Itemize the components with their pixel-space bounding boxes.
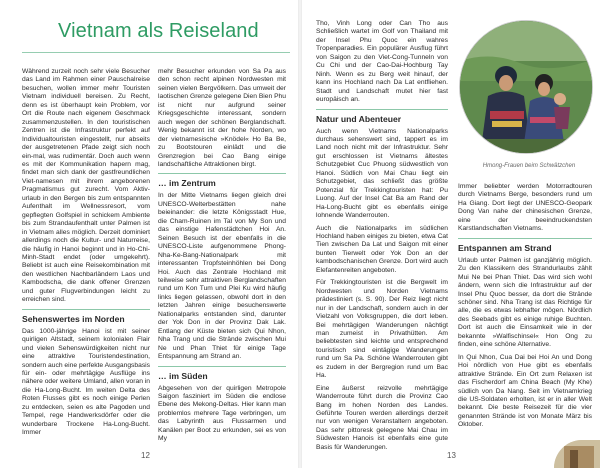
page-number: 12 [141,451,150,460]
intro-paragraph: Während zurzeit noch sehr viele Besucher das Land im Rahmen einer Pauschalreise besuchen, wollen immer mehr Touristen Vietnam individuell bereisen. Zu Recht, denn es ist überhaupt kein Problem, vor Ort die Route nach eigenem Geschmack zusammenzustellen. In den touristischen Zentren ist die Infrastruktur perfekt auf Individualtouristen eingestellt, nur abseits der ausgetretenen Pfade zeigt sich noch ein-mal, was rudimentär. Doch auch wenn es mit der Kommunikation hapern mag, findet man sich dank der gastfreundlichen Viet-namesen mit ihrem angeborenen Pragmatismus gut zurecht. Vom Aktiv-urlaub in den Bergen bis zum entspannten Aufenthalt im Wellnessresort, vom gepflegten Golfspiel in schickem Ambiente bis zum Strandaufenthalt unter Palmen ist in Vietnam alles möglich. Derzeit dominiert allerdings noch die Kultur- und Naturreise, die häufig in Hanoi beginnt und in Ho-Chi-Minh-Stadt endet (oder umgekehrt). Beliebt ist auch eine Reisekombination mit den westlichen Nachbarländern Laos und Kambodscha, die dank offener Grenzen und guter Flugverbindungen leicht zu erreichen sind. [22,68,150,304]
south-continued-paragraph: Tho, Vinh Long oder Can Tho aus Schließlich wartet im Golf von Thailand mit der Insel Phu Quoc ein wahres Tropenparadies. Ein populärer Ausflug führt von Saigon zu den Viet-Cong-Tunneln von Cu Chi und der Cao-Dai-Hochburg Tay Ninh. Wenn es zu Berg weit hinauf, der kann ins Hochland nach Da Lat entfliehen. Stadt und Landschaft mutet hier fast europäisch an. [316,20,448,104]
right-column-2 [458,183,592,430]
section-heading-south: … im Süden [158,370,208,381]
northwest-paragraph: mehr Besucher erkunden von Sa Pa aus den schon recht alpinen Nordwesten mit seinen vielen Bergvölkern. Das umweit der laotischen Grenze gelegene Dien Bien Phu ist nicht nur aufgrund seiner Kriegsgeschichte interessant, sondern auch wegen der schönen Berglandschaft. Wenig bekannt ist der hohe Norden, wo der vietnamesische »Knödel« Ho Ba Be, zu Bootstouren einlädt und die Grenzregion bei Cao Bang einige landschaftliche Attraktionen birgt. [158,68,286,168]
section-heading-beach: Entspannen am Strand [458,242,552,253]
section-heading-nature: Natur und Abenteuer [316,113,402,124]
south-paragraph: Abgesehen von der quirligen Metropole Saigon fasziniert im Süden die endlose Ebene des Mekong-Deltas. Hier kann man problemlos mehrere Tage verbringen, um das Labyrinth aus Flussarmen und Kanälen per Boot zu erkunden, sei es von My [158,384,286,443]
nature-paragraph-4: Eine äußerst reizvolle mehrtägige Wanderroute führt durch die Provinz Cao Bang im hohen Norden des Landes. Geführte Touren werden allerdings derzeit nur von wenigen Veranstaltern angeboten. Das sehr pittoresk gelegene Mai Chau im Südwesten Hanois ist ebenfalls eine gute Basis für Wanderungen. [316,384,448,451]
title-rule [22,52,290,53]
hmong-women-photo [459,20,593,154]
section-rule [158,366,286,367]
left-column-1 [22,68,150,438]
center-paragraph: In der Mitte Vietnams liegen gleich drei UNESCO-Welterbestätten nahe beieinander: die letzte Königsstadt Hue, die Cham-Ruinen im Tal von My Son und das einstige Hafenstädtchen Hoi An. Seinen Besuch ist der ebenfalls in die UNESCO-Liste aufgenommene Phong-Nha-Ke-Bang-Nationalpark mit interessanten Tropfsteinhöhlen bei Dong Hoi. Auch das Zentrale Hochland mit teilweise sehr attraktiven Berglandschaften rund um Kon Tum und Plei Ku wird häufig links liegen gelassen, obwohl dort in den letzten Jahren einige besuchenswerte Nationalparks entstanden sind, darunter der Yok Don in der Provinz Dak Lak. Entlang der Küste bieten sich Qui Nhon, Nha Trang und die Strände zwischen Mui Ne und Phan Thiet für einige Tage Entspannung am Strand an. [158,192,286,361]
section-rule [458,238,592,239]
nature-paragraph-2: Auch die Nationalparks im südlichen Hochland haben einiges zu bieten, etwa Cat Tien zwischen Da Lat und Saigon mit einer bunten Tierwelt oder Yok Don an der kambodschanischen Grenze. Dort wird auch Elefantenreiten angeboten. [316,224,448,274]
section-heading-north: Sehenswertes im Norden [22,313,125,324]
section-rule [158,173,286,174]
page-title: Vietnam als Reiseland [58,20,259,42]
left-column-2 [158,68,286,444]
section-heading-center: … im Zentrum [158,178,216,189]
nature-paragraph-1: Auch wenn Vietnams Nationalparks durchaus sehenswert sind, tappert es im Land noch nicht mit der Infrastruktur. Sehr gut erschlossen ist Vietnams ältestes Schutzgebiet Cuc Phuong südwestlich von Hanoi. Südlich von Mai Chau liegt ein Schutzgebiet, das schließt das größte Potenzial für Trekkingtouristen hat: Pu Luong. Auf der Insel Cat Ba am Rand der Ha-Long-Bucht gibt es ebenfalls einige lohnende Wanderrouten. [316,127,448,220]
north-paragraph: Das 1000-jährige Hanoi ist mit seiner quirligen Altstadt, seinem kolonialen Flair und vielen Sehenswürdigkeiten nicht nur eine attraktive Touristendestination, sondern auch eine perfekte Ausgangsbasis für ein- oder mehrtägige Ausflüge ins nähere oder weitere Umland, allen voran in die Ha-Long-Bucht. Im weiten Delta des Roten Flusses gibt es noch einige Perlen zu entdecken, seien es alte Pagoden und Tempel, rege Handwerksdörfer oder die wunderbare Trockene Ha-Long-Bucht. Immer [22,327,150,437]
page-number: 13 [447,451,456,460]
right-column-1 [316,20,448,452]
motorbike-paragraph: Immer beliebter werden Motorradtouren durch Vietnams Berge, besonders rund um Ha Giang. Dort liegt der UNESCO-Geopark Dong Van nahe der chinesischen Grenze, eine der beeindruckendsten Karstlandschaften Vietnams. [458,183,592,233]
beach-paragraph-2: In Qui Nhon, Cua Dai bei Hoi An und Dong Hoi nördlich von Hue gibt es ebenfalls attraktive Strände. Ein Ort zum Relaxen ist das Fischerdorf am China Beach (My Khe) südlich von Da Nang. Seit im Vietnamkrieg die US-Soldaten erholten, ist er in aller Welt bekannt. Die beste Reisezeit für die vier genannten Strände ist von Monate März bis Oktober. [458,353,592,429]
photo-illustration [460,21,593,154]
nature-paragraph-3: Für Trekkingtouristen ist die Bergwelt im Nordwesten und Norden Vietnams prädestiniert (s. S. 90). Der Reiz liegt nicht nur in der Landschaft, sondern auch in der Vielzahl von Volksgruppen, die dort leben. Bei mehrtägigen Wanderungen nächtigt man zumeist in Privathütten. Am beliebtesten sind leichte und entsprechend touristisch sind eintägige Wanderungen rund um Sa Pa. Schöne Wanderrouten gibt es zudem in der Bergregion rund um Bac Ha. [316,279,448,380]
section-rule [22,309,150,310]
section-rule [316,109,448,110]
photo-caption: Hmong-Frauen beim Schwätzchen [482,163,576,169]
beach-paragraph-1: Urlaub unter Palmen ist ganzjährig möglich. Zu den Klassikern des Strandurlaubs zählt Mui Ne bei Phan Thiet. Das wird sich wohl ändern, wenn sich die Infrastruktur auf der Insel Phu Quoc besser, da dort die Strände schöner sind. Nha Trang ist das Richtige für alle, die es etwas lebhafter mögen. Nördlich des Seebads gibt es einige ruhige Buchten. Dort ist auch die Einsamkeit wie in der bekannte »Walfischinsel« Hon Ong zu finden, eine schöne Alternative. [458,256,592,349]
left-page [0,0,298,468]
